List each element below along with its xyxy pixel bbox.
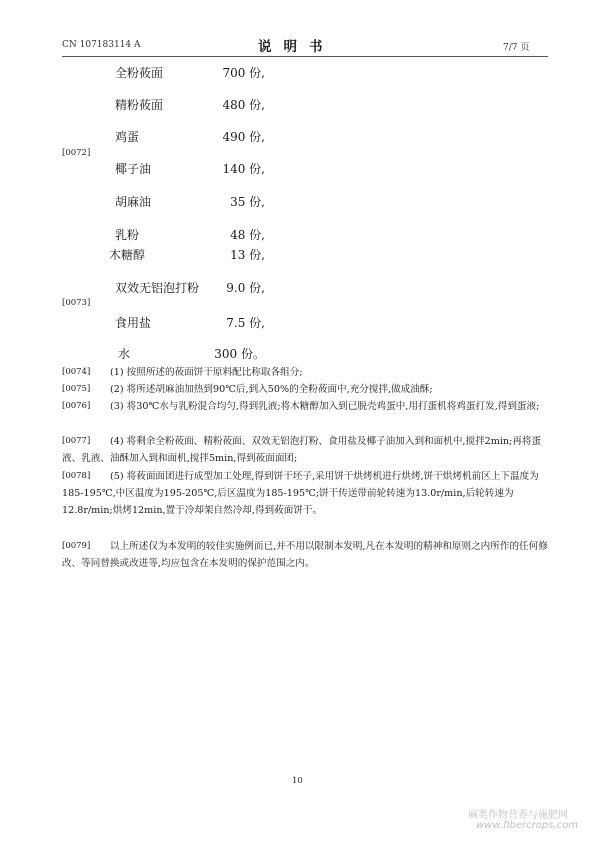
paragraph-number: [0072] xyxy=(62,148,91,158)
ingredient-name: 椰子油 xyxy=(115,162,152,176)
paragraph xyxy=(62,433,548,467)
ingredient-name: 精粉莜面 xyxy=(115,98,164,112)
paragraph-number: [0076] xyxy=(62,401,91,411)
paragraph-number: [0078] xyxy=(62,471,91,481)
ingredient-amount: 48 份, xyxy=(230,228,265,242)
ingredient-amount: 700 份, xyxy=(222,66,265,80)
ingredient-name: 木糖醇 xyxy=(109,248,146,262)
ingredient-amount: 490 份, xyxy=(222,130,265,144)
paragraph-number: [0079] xyxy=(62,541,91,551)
paragraph-text: (3) 将30℃水与乳粉混合均匀,得到乳液;将木糖醇加入到已脱壳鸡蛋中,用打蛋机将鸡蛋打发,得到蛋液; xyxy=(110,401,540,412)
ingredient-amount: 300 份。 xyxy=(214,347,265,361)
watermark-text: 麻类作物营养与施肥网 xyxy=(468,810,568,821)
paragraph xyxy=(62,381,548,398)
page-indicator: 7/7 页 xyxy=(503,43,530,53)
ingredient-name: 乳粉 xyxy=(115,228,140,242)
paragraph-text: 以上所述仅为本发明的较佳实施例而已,并不用以限制本发明,凡在本发明的精神和原则之内所作的任何修改、等同替换或改进等,均应包含在本发明的保护范围之内。 xyxy=(62,541,548,569)
paragraph xyxy=(62,364,548,381)
document-number: CN 107183114 A xyxy=(62,40,141,50)
paragraph-text: (5) 将莜面面团进行成型加工处理,得到饼干坯子,采用饼干烘烤机进行烘烤,饼干烘烤机前区上下温度为185-195℃,中区温度为195-205℃,后区温度为185-195℃;饼干传送带前轮转速为13.0r/min,后轮转速为12.8r/min;烘烤12min,置于冷却架自然冷却,得到莜面饼干。 xyxy=(62,471,539,516)
ingredient-name: 双效无铝泡打粉 xyxy=(115,281,200,295)
ingredient-amount: 7.5 份, xyxy=(226,316,265,330)
ingredient-amount: 140 份, xyxy=(222,162,265,176)
paragraph-text: (2) 将所述胡麻油加热到90℃后,到入50%的全粉莜面中,充分搅拌,做成油酥; xyxy=(110,384,433,395)
paragraph-number: [0077] xyxy=(62,436,91,446)
page-title: 说明书 xyxy=(258,39,335,55)
paragraph-number: [0073] xyxy=(62,298,91,308)
paragraph-number: [0075] xyxy=(62,384,91,394)
watermark-url: www.fibercrops.com xyxy=(476,820,578,831)
paragraph-text: (1) 按照所述的莜面饼干原料配比称取各组分; xyxy=(110,367,303,378)
ingredient-amount: 9.0 份, xyxy=(226,281,265,295)
paragraph xyxy=(62,398,548,415)
header-divider xyxy=(62,56,548,57)
paragraph-text: (4) 将剩余全粉莜面、精粉莜面、双效无铝泡打粉、食用盐及椰子油加入到和面机中,搅拌2min;再将蛋液、乳液、油酥加入到和面机,搅拌5min,得到莜面面团; xyxy=(62,436,542,464)
ingredient-name: 食用盐 xyxy=(115,316,152,330)
paragraph-number: [0074] xyxy=(62,367,91,377)
ingredient-name: 全粉莜面 xyxy=(115,66,164,80)
page-number: 10 xyxy=(292,776,303,786)
ingredient-amount: 480 份, xyxy=(222,98,265,112)
paragraph xyxy=(62,538,548,572)
ingredient-name: 鸡蛋 xyxy=(115,130,140,144)
ingredient-name: 胡麻油 xyxy=(115,195,152,209)
ingredient-amount: 13 份, xyxy=(230,248,265,262)
ingredient-name: 水 xyxy=(118,347,131,361)
ingredient-amount: 35 份, xyxy=(230,195,265,209)
paragraph xyxy=(62,468,548,519)
